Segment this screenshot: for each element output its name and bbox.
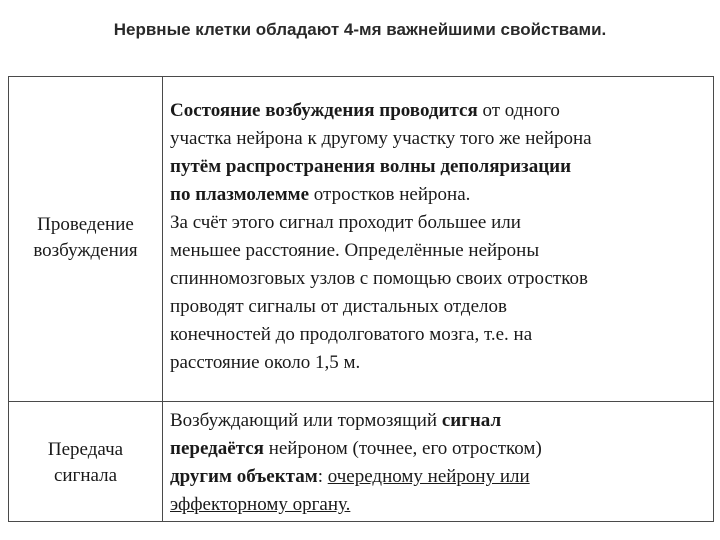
text-run: по плазмолемме <box>170 184 310 205</box>
label-line: возбуждения <box>33 240 138 261</box>
text-run: путём распространения волны деполяризации <box>170 156 572 177</box>
text-run: передаётся <box>170 438 264 459</box>
text-run: Состояние возбуждения проводится <box>170 100 478 121</box>
text-run: от одного <box>477 100 560 121</box>
label-line: сигнала <box>53 465 118 486</box>
row-divider <box>9 401 713 402</box>
text-run: отростков нейрона. <box>309 184 471 205</box>
text-run: меньшее расстояние. Определённые нейроны <box>170 240 540 261</box>
text-line <box>170 237 710 265</box>
row-text-conduction <box>170 97 710 377</box>
row-label-conduction <box>9 212 162 264</box>
text-line <box>170 181 710 209</box>
column-divider <box>162 77 163 521</box>
text-line <box>170 97 710 125</box>
text-run: нейроном (точнее, его отростком) <box>263 438 542 459</box>
text-line <box>170 293 710 321</box>
row-label-transmission <box>9 437 162 489</box>
text-run: очередному нейрону или <box>327 466 530 487</box>
text-run: конечностей до продолговатого мозга, т.е. на <box>170 324 533 345</box>
text-line <box>170 153 710 181</box>
label-line: Проведение <box>37 214 134 235</box>
text-line <box>170 349 710 377</box>
text-run: проводят сигналы от дистальных отделов <box>170 296 507 317</box>
text-line <box>170 265 710 293</box>
text-run: спинномозговых узлов с помощью своих отростков <box>170 268 588 289</box>
label-line: Передача <box>47 439 124 460</box>
text-run: участка нейрона к другому участку того же нейрона <box>170 128 592 149</box>
text-run: За счёт этого сигнал проходит большее или <box>170 212 521 233</box>
text-run: эффекторному органу. <box>170 494 351 515</box>
text-line <box>170 435 710 463</box>
text-line <box>170 407 710 435</box>
text-line <box>170 209 710 237</box>
text-run: сигнал <box>441 410 502 431</box>
properties-table <box>8 76 714 522</box>
text-line <box>170 125 710 153</box>
row-text-transmission <box>170 407 710 519</box>
text-run: другим объектам <box>170 466 318 487</box>
text-run: Возбуждающий или тормозящий <box>170 410 442 431</box>
text-run: расстояние около 1,5 м. <box>170 352 361 373</box>
text-line <box>170 321 710 349</box>
text-line <box>170 463 710 491</box>
text-line <box>170 491 710 519</box>
slide-title: Нервные клетки обладают 4-мя важнейшими свойствами. <box>113 20 607 39</box>
text-run: : <box>317 466 328 487</box>
